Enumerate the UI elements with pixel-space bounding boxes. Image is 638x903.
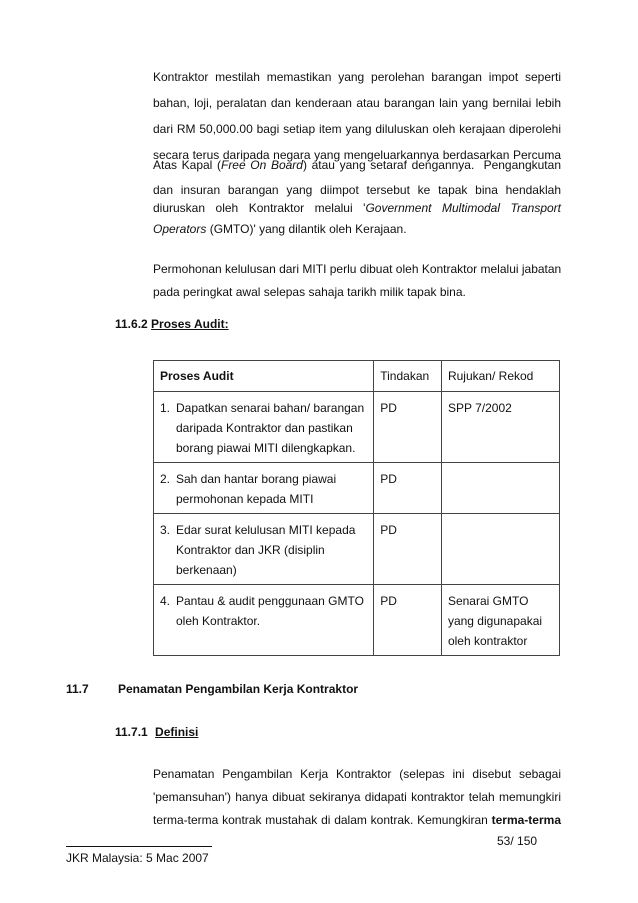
- process-line: daripada Kontraktor dan pastikan: [176, 421, 353, 435]
- header-reference: Rujukan/ Rekod: [441, 361, 559, 392]
- section-1162-heading: [115, 314, 229, 334]
- definition-line: Penamatan Pengambilan Kerja Kontraktor (selepas ini disebut sebagai: [153, 767, 561, 781]
- reference-cell: [441, 392, 559, 463]
- action-cell: PD: [374, 392, 442, 463]
- line-text: Atas Kapal (: [153, 158, 221, 172]
- table-row: [154, 392, 560, 463]
- definition-line-bold-end: [153, 810, 561, 830]
- reference-cell: [441, 463, 559, 514]
- process-line: Pantau & audit penggunaan GMTO: [176, 594, 364, 608]
- audit-table: [153, 360, 560, 656]
- reference-cell: [441, 585, 559, 656]
- section-title: Proses Audit:: [151, 317, 229, 331]
- process-line: borang piawai MITI dilengkapkan.: [176, 441, 356, 455]
- process-line: Kontraktor dan JKR (disiplin: [176, 543, 325, 557]
- intro-line: dari RM 50,000.00 bagi setiap item yang diluluskan oleh kerajaan diperolehi: [153, 122, 561, 136]
- footer-divider: [66, 846, 212, 847]
- definition-line: 'pemansuhan') hanya dibuat sekiranya didapati kontraktor telah memungkiri: [153, 790, 561, 804]
- emphasis-text: Government Multimodal Transport: [365, 201, 561, 215]
- section-117-title: Penamatan Pengambilan Kerja Kontraktor: [118, 682, 359, 696]
- reference-line: Senarai GMTO: [447, 594, 529, 608]
- reference-line: oleh kontraktor: [447, 634, 528, 648]
- section-number: 11.7: [66, 682, 89, 696]
- page-number: 53/ 150: [497, 834, 538, 848]
- emphasis-text: Operators: [153, 222, 207, 236]
- miti-line: Permohonan kelulusan dari MITI perlu dibuat oleh Kontraktor melalui jabatan: [153, 262, 562, 276]
- row-number: 1.: [160, 401, 171, 415]
- process-cell: [154, 514, 374, 585]
- line-text: (GMTO)' yang dilantik oleh Kerajaan.: [206, 222, 407, 236]
- row-number: 2.: [160, 472, 171, 486]
- action-cell: PD: [374, 514, 442, 585]
- reference-cell: [441, 514, 559, 585]
- miti-line: pada peringkat awal selepas sahaja tarikh milik tapak bina.: [153, 285, 466, 299]
- process-line: Edar surat kelulusan MITI kepada: [176, 523, 356, 537]
- process-cell: [154, 463, 374, 514]
- action-cell: PD: [374, 585, 442, 656]
- process-cell: [154, 392, 374, 463]
- process-line: Sah dan hantar borang piawai: [176, 472, 337, 486]
- emphasis-text: terma-terma: [491, 813, 561, 827]
- intro-line: secara terus daripada negara yang mengeluarkannya berdasarkan Percuma: [153, 148, 561, 162]
- table-header-row: [154, 361, 560, 392]
- emphasis-text: Free On Board: [220, 158, 303, 172]
- document-reference: JKR Malaysia: 5 Mac 2007: [66, 851, 209, 865]
- line-text: ) atau yang setaraf dengannya. Pengangkutan: [302, 158, 561, 172]
- intro-line-last: [153, 219, 561, 239]
- process-line: permohonan kepada MITI: [176, 492, 314, 506]
- header-process: Proses Audit: [154, 361, 374, 392]
- header-action: Tindakan: [374, 361, 442, 392]
- reference-line: SPP 7/2002: [447, 401, 512, 415]
- process-line: Dapatkan senarai bahan/ barangan: [176, 401, 365, 415]
- intro-line-italic-gmto: [153, 198, 561, 218]
- section-117-heading: [66, 679, 89, 699]
- section-1171-heading: [115, 722, 198, 742]
- line-text: diuruskan oleh Kontraktor melalui ': [153, 201, 366, 215]
- table-row: [154, 514, 560, 585]
- section-number: 11.7.1: [115, 725, 148, 739]
- process-cell: [154, 585, 374, 656]
- intro-line: bahan, loji, peralatan dan kenderaan atau barangan lain yang bernilai lebih: [153, 96, 561, 110]
- section-number: 11.6.2: [115, 317, 148, 331]
- line-text: terma-terma kontrak mustahak di dalam kontrak. Kemungkiran: [153, 813, 492, 827]
- table-row: [154, 463, 560, 514]
- section-title: Definisi: [155, 725, 199, 739]
- intro-line: dan insuran barangan yang diimpot tersebut ke tapak bina hendaklah: [153, 183, 561, 197]
- intro-line-italic-free-on-board: [153, 155, 561, 175]
- process-line: berkenaan): [176, 563, 237, 577]
- table-row: [154, 585, 560, 656]
- row-number: 4.: [160, 594, 171, 608]
- reference-line: yang digunapakai: [447, 614, 543, 628]
- process-line: oleh Kontraktor.: [176, 614, 261, 628]
- row-number: 3.: [160, 523, 171, 537]
- intro-line: Kontraktor mestilah memastikan yang perolehan barangan impot seperti: [153, 70, 561, 84]
- action-cell: PD: [374, 463, 442, 514]
